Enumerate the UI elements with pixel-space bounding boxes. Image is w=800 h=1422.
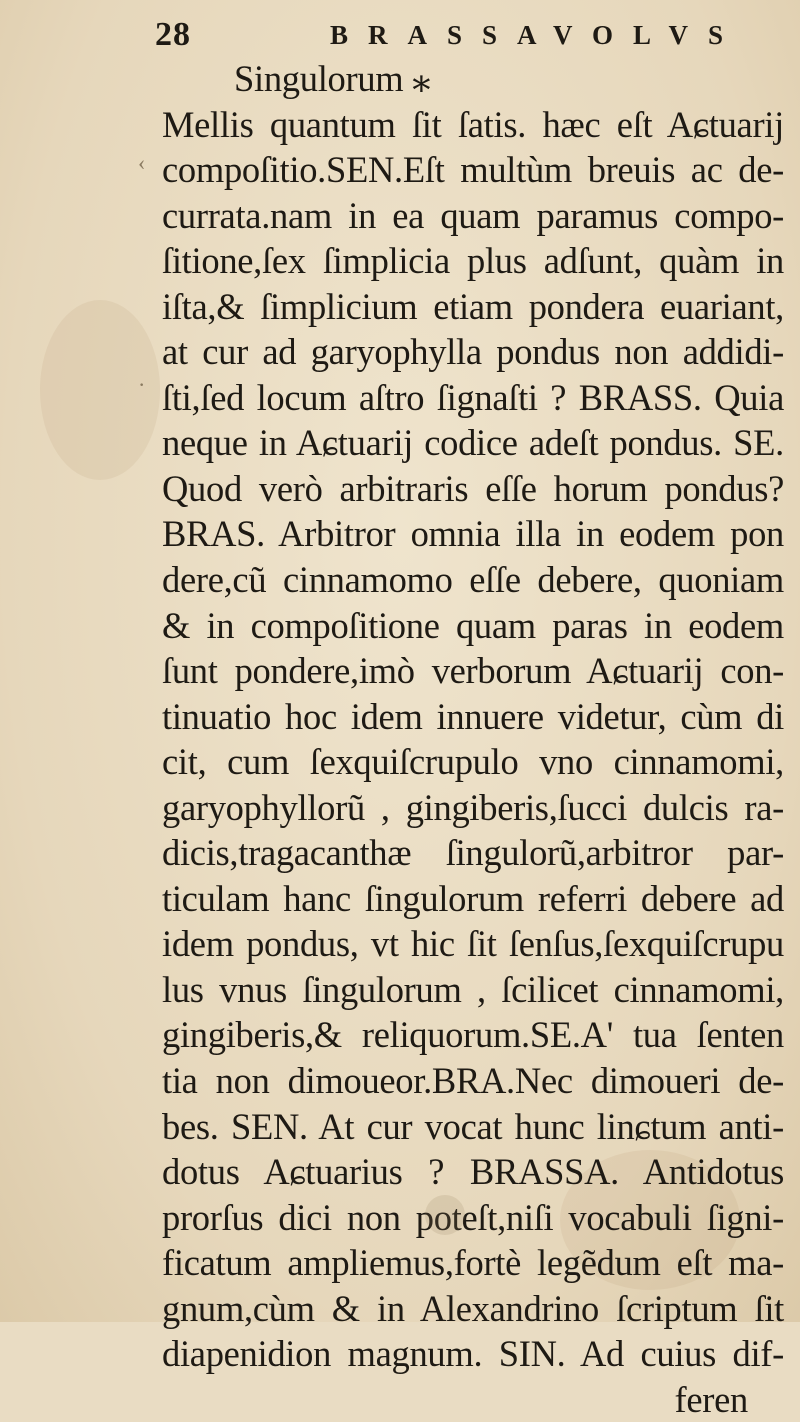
catchword: feren [674,1378,748,1420]
text-line: gingiberis,& reliquorum.SE.A' tua ſenten [162,1014,784,1056]
text-line: currata.nam in ea quam paramus compo- [162,194,784,236]
text-line: prorſus dici non poteſt,niſi vocabuli ſigni- [162,1196,784,1238]
text-line: ticulam hanc ſingulorum referri debere ad [162,877,784,919]
ink-smudge [425,1195,465,1235]
margin-mark: · [138,372,146,397]
text-line: dotus Aɕtuarius ? BRASSA. Antidotus [162,1151,784,1193]
text-line: gnum,cùm & in Alexandrino ſcriptum ſit [162,1287,784,1329]
page-header [0,12,800,52]
text-block [162,56,784,1422]
margin-mark: ‹ [138,150,146,175]
text-line: Quod verò arbitraris eſſe horum pondus? [162,467,784,509]
running-title: BRASSAVOLVS [330,20,744,50]
text-line: at cur ad garyophylla pondus non addidi- [162,331,784,373]
text-line: ſti,ſed locum aſtro ſignaſti ? BRASS. Quia [162,376,784,418]
text-line: ſitione,ſex ſimplicia plus adſunt, quàm in [162,240,784,282]
text-line: & in compoſitione quam paras in eodem [162,604,784,646]
text-line: dere,cũ cinnamomo eſſe debere, quoniam [162,559,784,601]
text-line: tia non dimoueor.BRA.Nec dimoueri de- [162,1060,784,1102]
text-line: compoſitio.SEN.Eſt multùm breuis ac de- [162,149,784,191]
text-line: ficatum ampliemus,fortè legẽdum eſt ma- [162,1242,784,1284]
folio-number: 28 [155,16,191,53]
text-line: garyophyllorũ , gingiberis,ſucci dulcis ra- [162,786,784,828]
text-line: tinuatio hoc idem innuere videtur, cùm di [162,695,784,737]
text-line: BRAS. Arbitror omnia illa in eodem pon [162,513,784,555]
text-line: ſunt pondere,imò verborum Aɕtuarij con- [162,650,784,692]
text-line: cit, cum ſexquiſcrupulo vno cinnamomi, [162,741,784,783]
text-line: lus vnus ſingulorum , ſcilicet cinnamomi, [162,968,784,1010]
text-line: dicis,tragacanthæ ſingulorũ,arbitror par- [162,832,784,874]
text-line: iſta,& ſimplicium etiam pondera euariant, [162,285,784,327]
text-line: bes. SEN. At cur vocat hunc linɕtum anti- [162,1105,784,1147]
text-line: Singulorum ⁎ [234,58,431,99]
text-line: idem pondus, vt hic ſit ſenſus,ſexquiſcrupu [162,923,784,965]
text-line: diapenidion magnum. SIN. Ad cuius dif- [162,1333,784,1375]
text-line: Mellis quantum ſit ſatis. hæc eſt Aɕtuarij [162,103,784,145]
text-line: neque in Aɕtuarij codice adeſt pondus. SE. [162,422,784,464]
